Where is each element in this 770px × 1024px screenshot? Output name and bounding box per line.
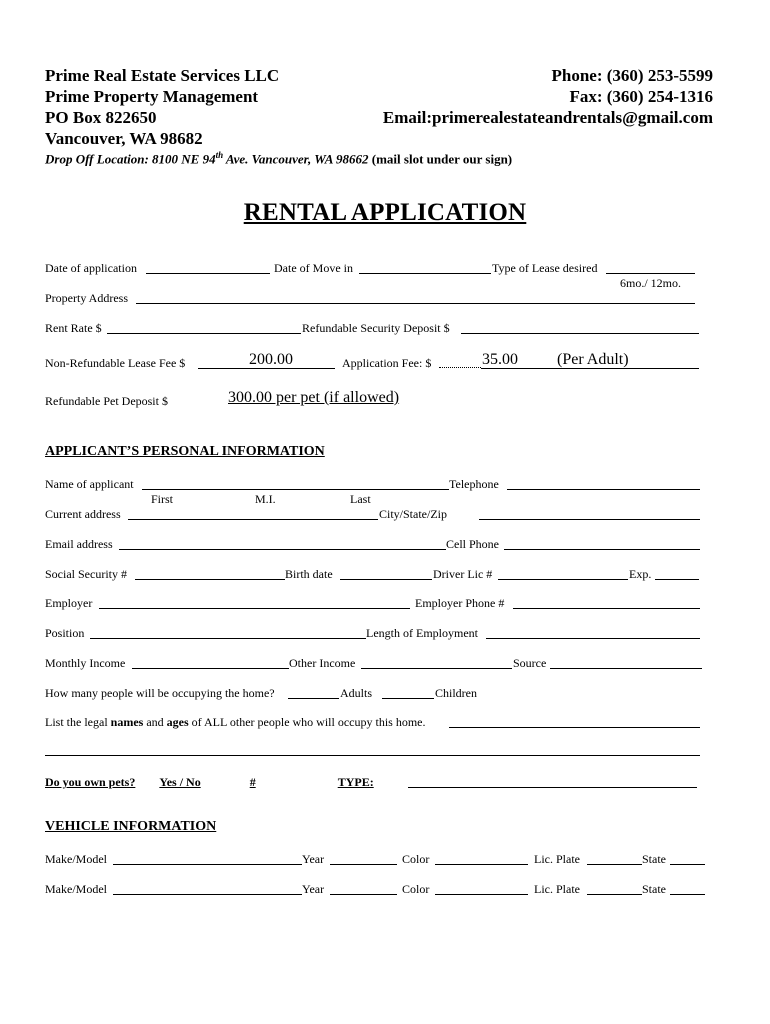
position-label: Position xyxy=(45,626,85,640)
vehicle-info-heading: VEHICLE INFORMATION xyxy=(45,819,217,834)
fax-number: Fax: (360) 254-1316 xyxy=(569,87,713,106)
cell-phone-label: Cell Phone xyxy=(446,537,499,551)
current-address-field[interactable] xyxy=(128,506,378,520)
state-field-2[interactable] xyxy=(670,881,705,895)
telephone-label: Telephone xyxy=(449,477,499,491)
other-income-field[interactable] xyxy=(361,655,512,669)
city-state-zip-field[interactable] xyxy=(479,506,700,520)
list-and-word: and xyxy=(143,715,167,729)
rent-rate-label: Rent Rate $ xyxy=(45,321,102,335)
pets-question: Do you own pets? xyxy=(45,775,136,789)
page-title: RENTAL APPLICATION xyxy=(243,199,527,226)
dropoff-address-post: Ave. Vancouver, WA 98662 xyxy=(223,151,369,167)
company-name: Prime Real Estate Services LLC xyxy=(45,66,280,85)
property-address-label: Property Address xyxy=(45,291,128,305)
email-address-label: Email address xyxy=(45,537,113,551)
list-names-word: names xyxy=(110,715,144,729)
adults-count-field[interactable] xyxy=(288,685,339,699)
color-field-1[interactable] xyxy=(435,851,528,865)
driver-lic-label: Driver Lic # xyxy=(433,567,493,581)
application-fee-value: 35.00 xyxy=(482,351,518,368)
po-box: PO Box 822650 xyxy=(45,108,157,127)
list-ages-word: ages xyxy=(166,715,189,729)
state-label-2: State xyxy=(642,882,666,896)
occupants-field-line-1[interactable] xyxy=(449,714,700,728)
length-of-employment-label: Length of Employment xyxy=(366,626,478,640)
pet-deposit-value: 300.00 per pet (if allowed) xyxy=(228,389,400,406)
date-of-move-in-field[interactable] xyxy=(359,260,491,274)
lic-plate-label-1: Lic. Plate xyxy=(534,852,580,866)
type-of-lease-label: Type of Lease desired xyxy=(492,261,598,275)
non-refundable-fee-label: Non-Refundable Lease Fee $ xyxy=(45,356,186,370)
children-label: Children xyxy=(435,686,477,700)
dropoff-location xyxy=(45,150,512,167)
list-occupants-instruction xyxy=(45,715,426,729)
current-address-label: Current address xyxy=(45,507,121,521)
lic-plate-field-1[interactable] xyxy=(587,851,642,865)
color-field-2[interactable] xyxy=(435,881,528,895)
make-model-field-1[interactable] xyxy=(113,851,302,865)
year-label-2: Year xyxy=(302,882,325,896)
make-model-field-2[interactable] xyxy=(113,881,302,895)
state-field-1[interactable] xyxy=(670,851,705,865)
pets-type-field[interactable] xyxy=(408,774,697,788)
monthly-income-label: Monthly Income xyxy=(45,656,126,670)
phone-number: Phone: (360) 253-5599 xyxy=(551,66,713,85)
application-fee-dots xyxy=(439,367,481,368)
year-field-2[interactable] xyxy=(330,881,397,895)
rent-rate-field[interactable] xyxy=(107,320,301,334)
personal-info-heading: APPLICANT’S PERSONAL INFORMATION xyxy=(45,444,325,459)
social-security-field[interactable] xyxy=(135,566,285,580)
application-fee-label: Application Fee: $ xyxy=(342,356,432,370)
city-state-zip-label: City/State/Zip xyxy=(379,507,447,521)
list-post: of ALL other people who will occupy this home. xyxy=(188,715,426,729)
first-name-caption: First xyxy=(151,492,174,506)
source-field[interactable] xyxy=(550,655,702,669)
state-label-1: State xyxy=(642,852,666,866)
city-state-zip-header: Vancouver, WA 98682 xyxy=(45,129,203,148)
dropoff-sup: th xyxy=(215,150,224,160)
date-of-application-field[interactable] xyxy=(146,260,270,274)
birth-date-field[interactable] xyxy=(340,566,432,580)
pets-number-label: # xyxy=(249,775,256,789)
property-address-field[interactable] xyxy=(136,290,695,304)
pets-type-label: TYPE: xyxy=(337,775,374,789)
driver-lic-field[interactable] xyxy=(498,566,628,580)
name-of-applicant-field[interactable] xyxy=(142,476,449,490)
management-name: Prime Property Management xyxy=(45,87,259,106)
year-field-1[interactable] xyxy=(330,851,397,865)
social-security-label: Social Security # xyxy=(45,567,127,581)
occupying-question: How many people will be occupying the home? xyxy=(45,686,275,700)
employer-field[interactable] xyxy=(99,595,410,609)
middle-initial-caption: M.I. xyxy=(255,492,276,506)
security-deposit-field[interactable] xyxy=(461,320,699,334)
adults-label: Adults xyxy=(340,686,373,700)
lic-plate-field-2[interactable] xyxy=(587,881,642,895)
dropoff-label: Drop Off Location xyxy=(45,151,145,167)
cell-phone-field[interactable] xyxy=(504,536,700,550)
employer-label: Employer xyxy=(45,596,93,610)
make-model-label-1: Make/Model xyxy=(45,852,107,866)
date-of-application-label: Date of application xyxy=(45,261,137,275)
type-of-lease-field[interactable] xyxy=(606,260,695,274)
occupants-field-line-2[interactable] xyxy=(45,742,700,756)
employer-phone-label: Employer Phone # xyxy=(415,596,505,610)
dropoff-address-pre: : 8100 NE 94 xyxy=(144,151,216,167)
dropoff-note: (mail slot under our sign) xyxy=(368,151,513,167)
exp-label: Exp. xyxy=(629,567,652,581)
make-model-label-2: Make/Model xyxy=(45,882,107,896)
pets-yes-no[interactable]: Yes / No xyxy=(159,775,201,789)
telephone-field[interactable] xyxy=(507,476,700,490)
other-income-label: Other Income xyxy=(289,656,356,670)
email-address-field[interactable] xyxy=(119,536,446,550)
security-deposit-label: Refundable Security Deposit $ xyxy=(302,321,450,335)
lease-options: 6mo./ 12mo. xyxy=(620,276,682,290)
list-legal-pre: List the legal xyxy=(45,715,111,729)
non-refundable-fee-value: 200.00 xyxy=(249,351,293,368)
position-field[interactable] xyxy=(90,625,366,639)
year-label-1: Year xyxy=(302,852,325,866)
email-header: Email:primerealestateandrentals@gmail.com xyxy=(382,108,713,127)
name-of-applicant-label: Name of applicant xyxy=(45,477,134,491)
date-of-move-in-label: Date of Move in xyxy=(274,261,353,275)
length-of-employment-field[interactable] xyxy=(486,625,700,639)
color-label-1: Color xyxy=(402,852,430,866)
exp-field[interactable] xyxy=(655,566,699,580)
last-name-caption: Last xyxy=(350,492,371,506)
birth-date-label: Birth date xyxy=(285,567,333,581)
children-count-field[interactable] xyxy=(382,685,434,699)
monthly-income-field[interactable] xyxy=(132,655,289,669)
source-label: Source xyxy=(513,656,547,670)
lic-plate-label-2: Lic. Plate xyxy=(534,882,580,896)
employer-phone-field[interactable] xyxy=(513,595,700,609)
pet-deposit-label: Refundable Pet Deposit $ xyxy=(45,394,168,408)
per-adult-note: (Per Adult) xyxy=(557,351,629,368)
pets-question-row xyxy=(45,775,374,789)
color-label-2: Color xyxy=(402,882,430,896)
